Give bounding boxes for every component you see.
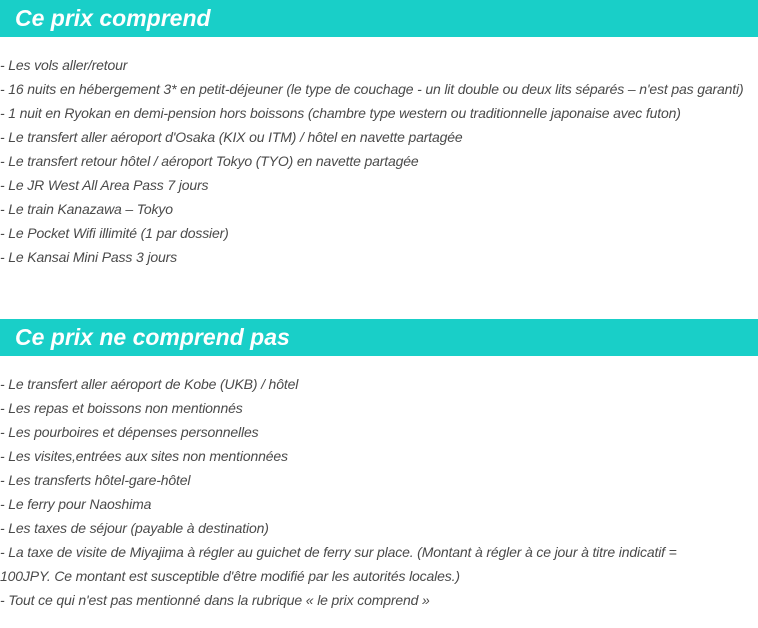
included-item: - 1 nuit en Ryokan en demi-pension hors boissons (chambre type western ou traditionnelle japonaise avec futon) bbox=[0, 105, 681, 121]
excluded-item: - Le ferry pour Naoshima bbox=[0, 496, 152, 512]
included-item: - Le Pocket Wifi illimité (1 par dossier) bbox=[0, 225, 229, 241]
excluded-item: - Tout ce qui n'est pas mentionné dans la rubrique « le prix comprend » bbox=[0, 592, 430, 608]
excluded-item-continuation: 100JPY. Ce montant est susceptible d'être modifié par les autorités locales.) bbox=[0, 568, 460, 584]
excluded-item: - Les visites,entrées aux sites non mentionnées bbox=[0, 448, 288, 464]
included-item: - Le Kansai Mini Pass 3 jours bbox=[0, 249, 177, 265]
included-item: - Les vols aller/retour bbox=[0, 57, 128, 73]
excluded-item: - Les pourboires et dépenses personnelles bbox=[0, 424, 259, 440]
included-section-header bbox=[0, 0, 758, 37]
included-item: - 16 nuits en hébergement 3* en petit-déjeuner (le type de couchage - un lit double ou deux lits séparés – n'est pas garanti) bbox=[0, 81, 744, 97]
included-section-title: Ce prix comprend bbox=[15, 5, 211, 31]
included-item: - Le transfert aller aéroport d'Osaka (KIX ou ITM) / hôtel en navette partagée bbox=[0, 129, 463, 145]
excluded-item: - Les repas et boissons non mentionnés bbox=[0, 400, 243, 416]
included-item: - Le train Kanazawa – Tokyo bbox=[0, 201, 173, 217]
excluded-item: - La taxe de visite de Miyajima à régler au guichet de ferry sur place. (Montant à régler à ce jour à titre indicatif = bbox=[0, 544, 677, 560]
included-items-list bbox=[0, 53, 758, 269]
excluded-items-list bbox=[0, 372, 758, 612]
excluded-section-title: Ce prix ne comprend pas bbox=[15, 324, 290, 350]
included-item: - Le JR West All Area Pass 7 jours bbox=[0, 177, 209, 193]
included-item: - Le transfert retour hôtel / aéroport Tokyo (TYO) en navette partagée bbox=[0, 153, 419, 169]
excluded-item: - Le transfert aller aéroport de Kobe (UKB) / hôtel bbox=[0, 376, 299, 392]
excluded-section-header bbox=[0, 319, 758, 356]
excluded-item: - Les taxes de séjour (payable à destination) bbox=[0, 520, 269, 536]
excluded-item: - Les transferts hôtel-gare-hôtel bbox=[0, 472, 191, 488]
